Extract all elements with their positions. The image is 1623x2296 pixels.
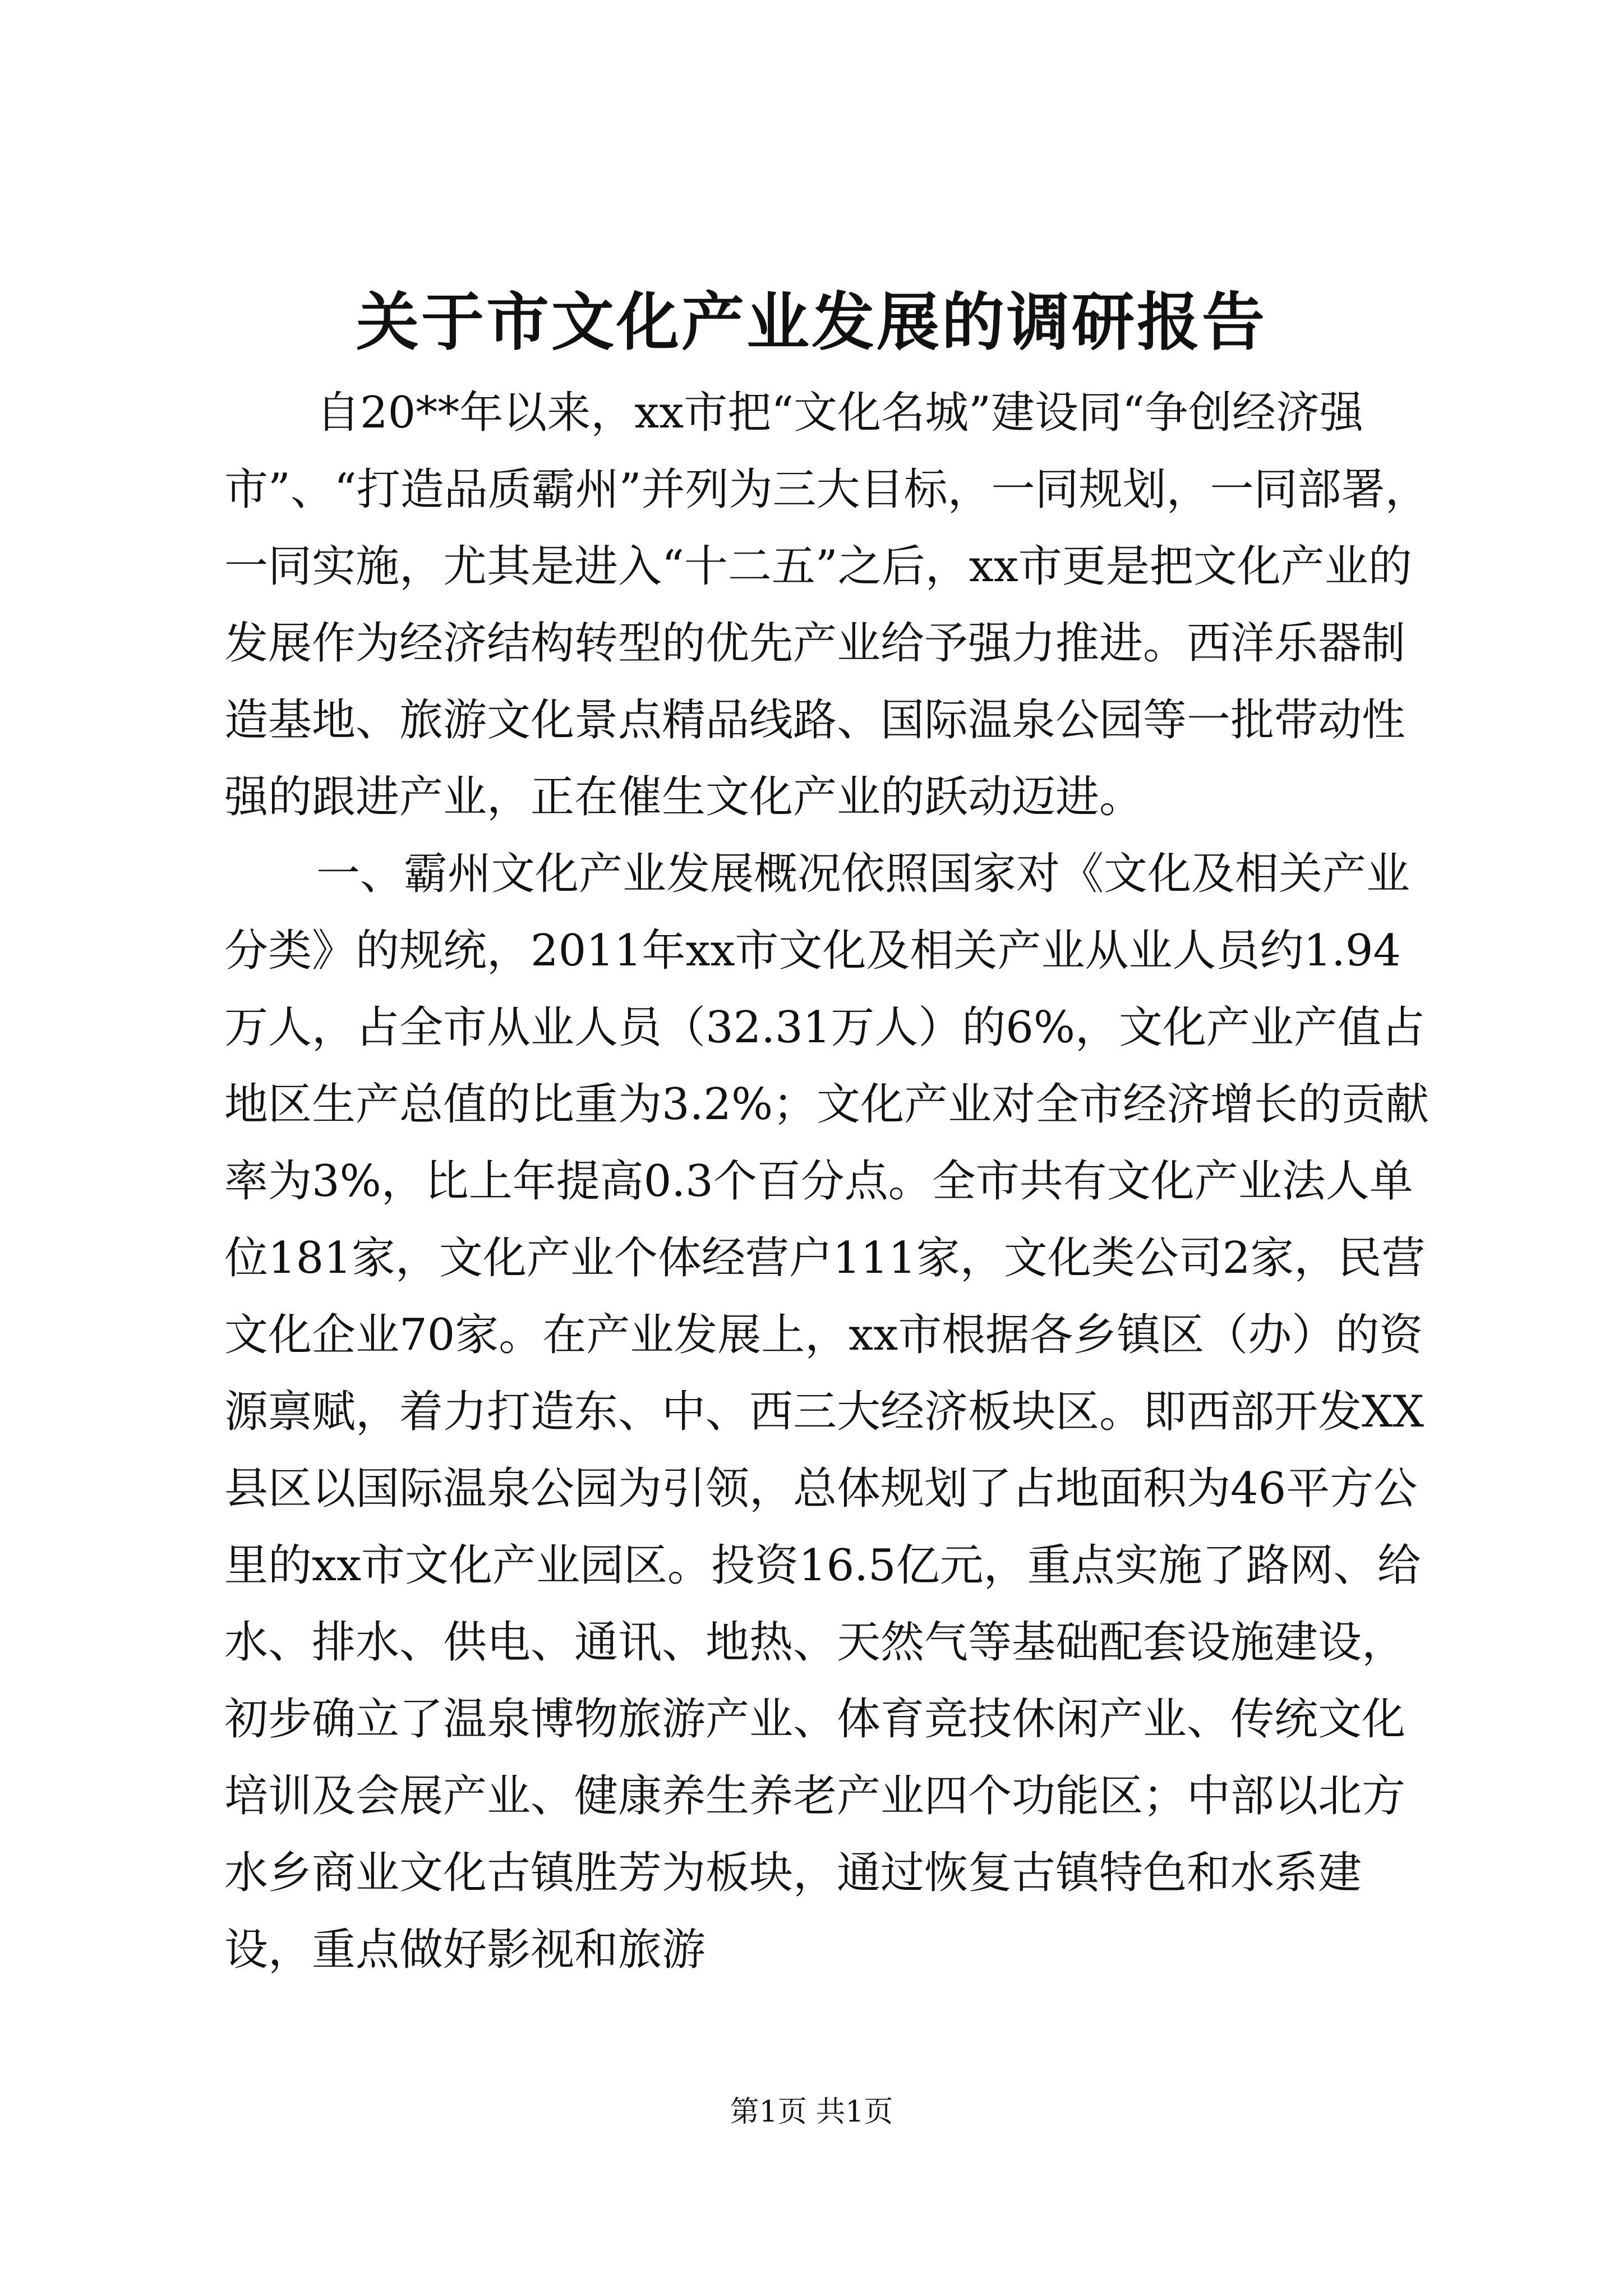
document-title: 关于市文化产业发展的调研报告 <box>356 286 1267 359</box>
paragraph-overview: 一、霸州文化产业发展概况依照国家对《文化及相关产业分类》的规统，2011年xx市文化及相关产业从业人员约1.94万人，占全市从业人员（32.31万人）的6%，文化产业产值占地区生产总值的比重为3.2%；文化产业对全市经济增长的贡献率为3%，比上年提高0.3个百分点。全市共有文化产业法人单位181家，文化产业个体经营户111家，文化类公司2家，民营文化企业70家。在产业发展上，xx市根据各乡镇区（办）的资源禀赋，着力打造东、中、西三大经济板块区。即西部开发XX县区以国际温泉公园为引领，总体规划了占地面积为46平方公里的xx市文化产业园区。投资16.5亿元，重点实施了路网、给水、排水、供电、通讯、地热、天然气等基础配套设施建设，初步确立了温泉博物旅游产业、体育竞技休闲产业、传统文化培训及会展产业、健康养生养老产业四个功能区；中部以北方水乡商业文化古镇胜芳为板块，通过恢复古镇特色和水系建设，重点做好影视和旅游 <box>224 849 1430 1975</box>
paragraph-intro: 自20**年以来，xx市把“文化名城”建设同“争创经济强市”、“打造品质霸州”并列为三大目标，一同规划，一同部署，一同实施，尤其是进入“十二五”之后，xx市更是把文化产业的发展作为经济结构转型的优先产业给予强力推进。西洋乐器制造基地、旅游文化景点精品线路、国际温泉公园等一批带动性强的跟进产业，正在催生文化产业的跃动迈进。 <box>224 388 1429 822</box>
document-body <box>224 375 1436 1989</box>
page-footer: 第1页 共1页 <box>730 2095 893 2129</box>
